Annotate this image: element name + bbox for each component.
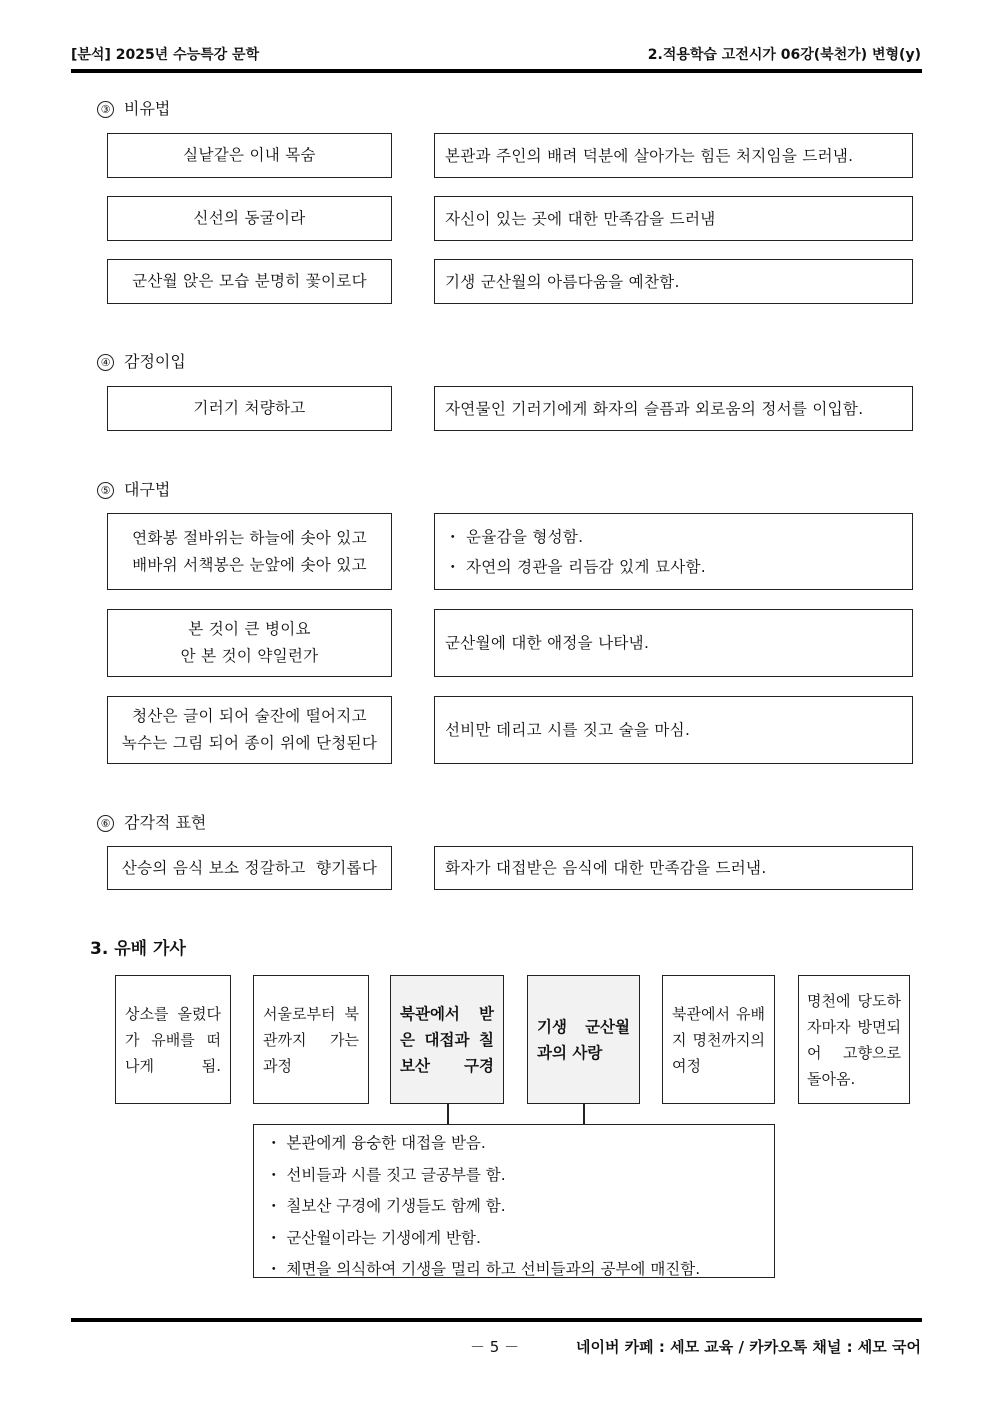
flow-step-5 — [662, 975, 775, 1104]
flow-step-4-text: 기생 군산월과의 사랑 — [537, 1017, 630, 1062]
section-4-title: 감정이입 — [124, 352, 186, 371]
s5-row3-left-line1: 청산은 글이 되어 술잔에 떨어지고 — [132, 707, 367, 725]
section-5-heading — [97, 477, 170, 500]
detail-item: ・ 군산월이라는 기생에게 반함. — [266, 1228, 481, 1247]
s5-row1-left-line1: 연화봉 절바위는 하늘에 솟아 있고 — [132, 528, 367, 547]
s6-row1-right — [434, 846, 913, 890]
page-number: － 5 － — [470, 1338, 520, 1356]
section-3-heading — [97, 96, 170, 119]
s3-row3-left-line: 군산월 앉은 모습 분명히 꽃이로다 — [132, 272, 367, 290]
s5-row1-left — [107, 513, 392, 590]
footer-rule — [71, 1318, 922, 1322]
s3-row2-left-line: 신선의 동굴이라 — [193, 209, 306, 227]
flow-step-4 — [527, 975, 640, 1104]
connector-line-1 — [447, 1104, 449, 1124]
s5-row1-right-line2: ・ 자연의 경관을 리듬감 있게 묘사함. — [445, 557, 706, 576]
flow-step-3 — [390, 975, 504, 1104]
s3-row3-right — [434, 259, 913, 304]
section-6-heading — [97, 810, 206, 833]
s5-row2-left-line2: 안 본 것이 약일런가 — [180, 647, 319, 665]
section-5-title: 대구법 — [124, 480, 171, 499]
header-right: 2.적용학습 고전시가 06강(북천가) 변형(y) — [647, 47, 921, 63]
s5-row1-right — [434, 513, 913, 590]
s5-row1-right-line1: ・ 운율감을 형성함. — [445, 527, 584, 546]
s3-row3-left — [107, 259, 392, 304]
section-3-title-heading: 3. 유배 가사 — [90, 939, 186, 959]
section-6-title: 감각적 표현 — [124, 813, 207, 832]
footer-text: 네이버 카페 : 세모 교육 / 카카오톡 채널 : 세모 국어 — [575, 1338, 921, 1356]
s5-row3-left — [107, 696, 392, 764]
s6-row1-left — [107, 846, 392, 890]
s3-row2-right-line: 자신이 있는 곳에 대한 만족감을 드러냄 — [445, 209, 716, 228]
s6-row1-right-line: 화자가 대접받은 음식에 대한 만족감을 드러냄. — [445, 859, 767, 877]
section-5-number: ⑤ — [97, 482, 114, 499]
flow-step-1 — [115, 975, 231, 1104]
s3-row1-right-line: 본관과 주인의 배려 덕분에 살아가는 힘든 처지임을 드러냄. — [445, 146, 854, 165]
s5-row2-right — [434, 609, 913, 677]
s3-row3-right-line: 기생 군산월의 아름다움을 예찬함. — [445, 272, 680, 291]
s3-row2-right — [434, 196, 913, 241]
s4-row1-left — [107, 386, 392, 431]
s3-row2-left — [107, 196, 392, 241]
flow-step-1-text: 상소를 올렸다가 유배를 떠나게 됨. — [125, 1004, 221, 1075]
details-box — [253, 1124, 775, 1278]
s5-row1-left-line2: 배바위 서책봉은 눈앞에 솟아 있고 — [132, 555, 367, 574]
s5-row3-left-line2: 녹수는 그림 되어 종이 위에 단청된다 — [121, 734, 378, 752]
flow-step-6-text: 명천에 당도하자마자 방면되어 고향으로 돌아옴. — [807, 991, 901, 1088]
s5-row2-left — [107, 609, 392, 677]
section-4-heading — [97, 349, 186, 372]
header-left: [분석] 2025년 수능특강 문학 — [71, 47, 260, 63]
s4-row1-left-line: 기러기 처량하고 — [193, 399, 306, 417]
section-3-title: 비유법 — [124, 99, 171, 118]
flow-step-2-text: 서울로부터 북관까지 가는 과정 — [263, 1004, 359, 1075]
s6-row1-left-line: 산승의 음식 보소 정갈하고 향기롭다 — [121, 858, 378, 877]
s4-row1-right-line: 자연물인 기러기에게 화자의 슬픔과 외로움의 정서를 이입함. — [445, 399, 864, 418]
s3-row1-left — [107, 133, 392, 178]
detail-item: ・ 체면을 의식하여 기생을 멀리 하고 선비들과의 공부에 매진함. — [266, 1260, 701, 1278]
flow-step-5-text: 북관에서 유배지 명천까지의 여정 — [672, 1004, 765, 1075]
s3-row1-right — [434, 133, 913, 178]
section-4-number: ④ — [97, 354, 114, 371]
section-6-number: ⑥ — [97, 815, 114, 832]
s4-row1-right — [434, 386, 913, 431]
connector-line-2 — [583, 1104, 585, 1124]
s3-row1-left-line: 실낱같은 이내 목숨 — [183, 146, 316, 164]
s5-row2-right-line: 군산월에 대한 애정을 나타냄. — [445, 634, 650, 652]
s5-row3-right-line: 선비만 데리고 시를 짓고 술을 마심. — [445, 721, 691, 739]
detail-item: ・ 선비들과 시를 짓고 글공부를 함. — [266, 1165, 506, 1184]
flow-step-2 — [253, 975, 369, 1104]
detail-item: ・ 칠보산 구경에 기생들도 함께 함. — [266, 1197, 506, 1215]
flow-step-6 — [798, 975, 910, 1104]
flow-step-3-text: 북관에서 받은 대접과 칠보산 구경 — [400, 1004, 494, 1075]
header-rule — [71, 69, 922, 73]
s5-row3-right — [434, 696, 913, 764]
detail-item: ・ 본관에게 융숭한 대접을 받음. — [266, 1134, 486, 1152]
section-3-number: ③ — [97, 101, 114, 118]
s5-row2-left-line1: 본 것이 큰 병이요 — [188, 620, 311, 638]
